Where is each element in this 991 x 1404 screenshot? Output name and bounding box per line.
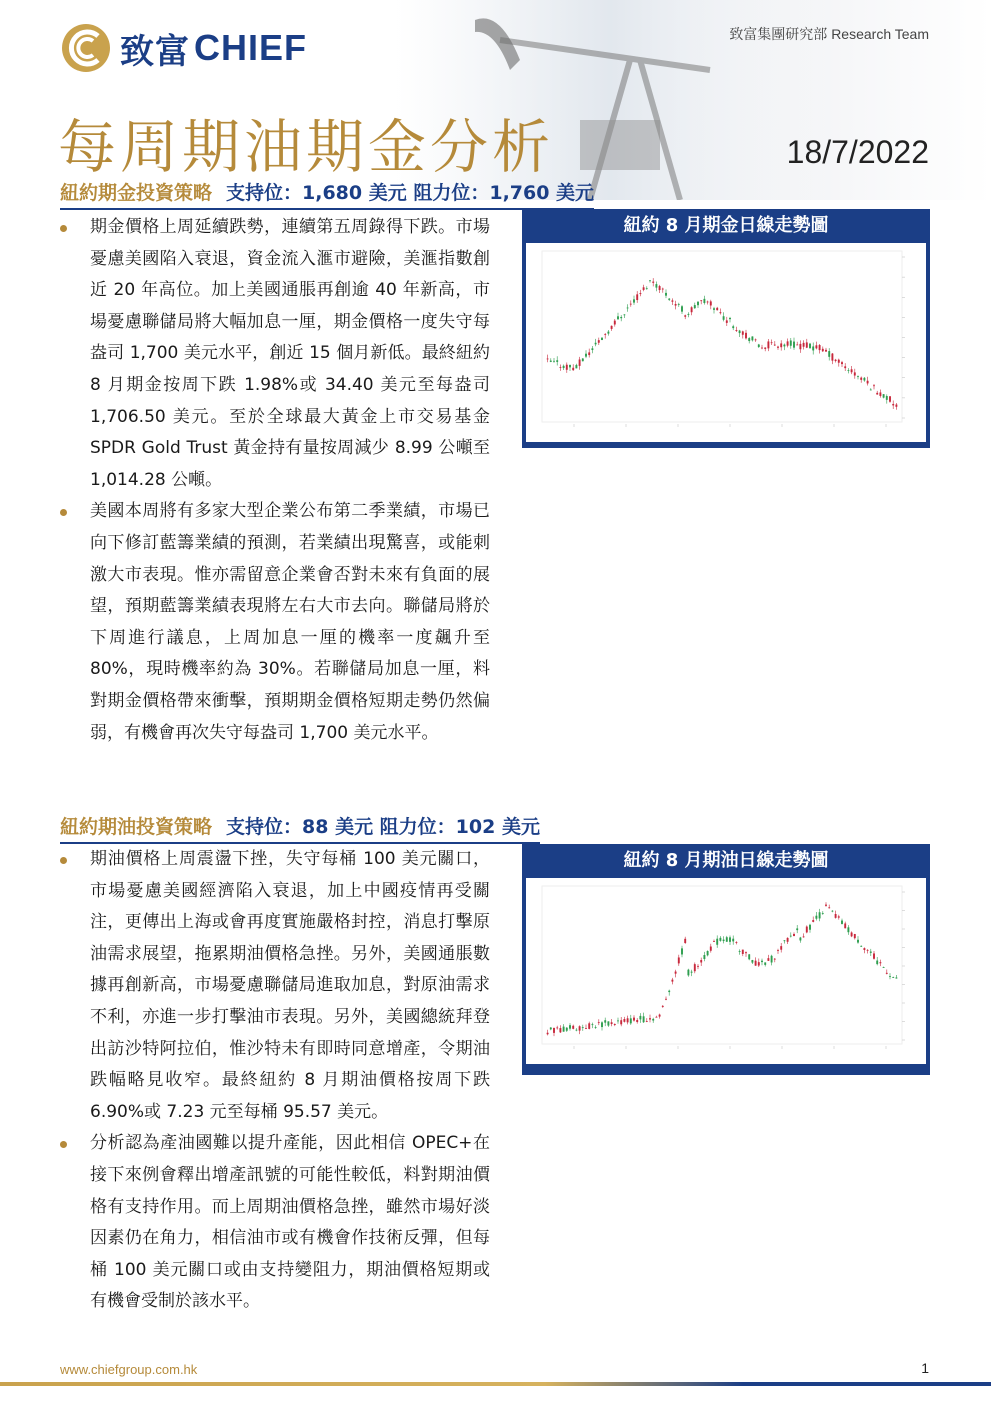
candle-body — [751, 336, 753, 340]
oil-paragraph-2-text: 分析認為產油國難以提升產能，因此相信 OPEC+在接下來例會釋出增產訊號的可能性較低，料對期油價格有支持作用。而上周期油價格急挫，雖然市場好淡因素仍在角力，相信油市或有機會作技術反彈，但每桶 100 美元關口或由支持變阻力，期油價格短期或有機會受制於該水平。 — [90, 1133, 490, 1312]
candle-body — [745, 333, 747, 339]
candle-body — [790, 936, 792, 937]
candle-body — [655, 1017, 657, 1018]
report-date: 18/7/2022 — [786, 134, 929, 170]
candle-body — [639, 293, 641, 294]
candle-body — [569, 365, 571, 367]
candle-body — [630, 1018, 632, 1023]
candle-body — [588, 1023, 590, 1029]
oil-strategy-label: 紐約期油投資策略 — [60, 816, 213, 838]
candle-body — [633, 299, 635, 302]
candle-body — [588, 352, 590, 355]
candle-body — [591, 348, 593, 350]
candle-body — [787, 341, 789, 345]
candle-body — [687, 970, 689, 976]
candle-body — [876, 393, 878, 395]
candle-body — [585, 354, 587, 357]
candle-body — [598, 1022, 600, 1023]
candle-body — [841, 921, 843, 924]
gold-chart-title: 紐約 8 月期金日線走勢圖 — [623, 215, 829, 236]
candle-body — [815, 916, 817, 919]
candle-body — [812, 346, 814, 350]
candle-body — [860, 378, 862, 380]
candle-body — [675, 304, 677, 306]
candle-body — [707, 302, 709, 303]
candle-body — [780, 343, 782, 347]
oil-chart-area — [526, 878, 926, 1064]
candle-body — [847, 927, 849, 932]
candle-body — [614, 321, 616, 325]
candle-body — [742, 331, 744, 334]
candle-body — [835, 914, 837, 918]
candle-body — [636, 1020, 638, 1022]
candle-body — [659, 286, 661, 290]
candle-body — [889, 396, 891, 401]
candle-body — [617, 1020, 619, 1021]
candle-body — [710, 301, 712, 305]
candle-body — [799, 344, 801, 349]
oil-support-resistance: 支持位：88 美元 阻力位：102 美元 — [226, 816, 540, 838]
candle-body — [723, 940, 725, 941]
candle-body — [582, 1027, 584, 1028]
gold-body-text — [60, 212, 490, 749]
candle-body — [559, 1028, 561, 1032]
candle-body — [735, 330, 737, 331]
candle-body — [886, 396, 888, 400]
candle-body — [748, 954, 750, 959]
candle-body — [755, 339, 757, 340]
candle-body — [764, 962, 766, 965]
candle-body — [620, 317, 622, 318]
bullet-icon — [60, 1141, 67, 1148]
candle-body — [716, 308, 718, 310]
candle-body — [790, 340, 792, 345]
candle-body — [771, 342, 773, 343]
chief-logo-icon — [60, 22, 112, 74]
oil-body-text — [60, 844, 490, 1318]
candle-body — [604, 1020, 606, 1022]
candle-body — [895, 977, 897, 978]
candle-body — [879, 392, 881, 395]
candle-body — [809, 925, 811, 930]
candle-body — [691, 307, 693, 312]
candle-body — [547, 1033, 549, 1035]
candle-body — [758, 344, 760, 346]
chart-frame — [542, 251, 902, 422]
candle-body — [547, 359, 549, 360]
oil-chart-panel — [522, 844, 930, 1075]
gold-paragraph-1 — [60, 212, 490, 496]
candle-body — [630, 304, 632, 305]
candle-body — [870, 390, 872, 391]
gold-paragraph-1-text: 期金價格上周延續跌勢，連續第五周錄得下跌。市場憂慮美國陷入衰退，資金流入滙市避險，美滙指數創近 20 年高位。加上美國通脹再創逾 40 年新高，市場憂慮聯儲局將大幅加息一厘，期金價格一度失守每盎司 1,700 美元水平，創近 15 個月新低。最終紐約 8 月期金按周下跌 1.98%或 34.40 美元至每盎司 1,706.50 美元。至於全球最大黃金上市交易基金 SPDR Gold Trust 黃金持有量按周減少 8.99 公噸至 1,014.28 公噸。 — [90, 217, 490, 490]
candle-body — [892, 404, 894, 405]
candle-body — [595, 1027, 597, 1028]
candle-body — [684, 315, 686, 316]
candle-body — [572, 368, 574, 370]
candle-body — [579, 1026, 581, 1030]
candle-body — [748, 338, 750, 341]
candle-body — [726, 320, 728, 323]
candle-body — [681, 948, 683, 954]
candle-body — [719, 312, 721, 313]
candle-body — [601, 338, 603, 340]
candle-body — [739, 951, 741, 952]
candle-body — [771, 956, 773, 963]
candle-body — [716, 939, 718, 945]
candle-body — [617, 316, 619, 319]
footer-website-link[interactable]: www.chiefgroup.com.hk — [60, 1362, 198, 1377]
candle-body — [876, 961, 878, 965]
candle-body — [867, 381, 869, 384]
candle-body — [694, 305, 696, 308]
gold-chart-panel — [522, 209, 930, 448]
candle-body — [665, 999, 667, 1000]
candle-body — [582, 358, 584, 361]
candle-body — [655, 284, 657, 288]
candle-body — [694, 964, 696, 971]
candle-body — [633, 1018, 635, 1021]
candle-body — [892, 977, 894, 978]
candle-body — [867, 950, 869, 951]
candle-body — [777, 950, 779, 951]
candle-body — [825, 905, 827, 906]
candle-body — [844, 923, 846, 928]
candle-body — [649, 280, 651, 281]
candle-body — [646, 1021, 648, 1022]
candle-body — [844, 366, 846, 368]
candle-body — [828, 907, 830, 908]
logo-chinese-text: 致富 — [120, 31, 190, 72]
oil-candlestick-chart — [526, 878, 926, 1064]
candle-body — [755, 961, 757, 966]
candle-body — [623, 314, 625, 315]
candle-body — [793, 934, 795, 936]
candle-body — [803, 936, 805, 937]
candle-body — [627, 1018, 629, 1022]
candle-body — [879, 962, 881, 963]
candle-body — [601, 1022, 603, 1027]
candle-body — [739, 331, 741, 334]
candle-body — [668, 991, 670, 992]
oil-section-heading — [60, 812, 540, 844]
candle-body — [761, 348, 763, 349]
candle-body — [559, 367, 561, 368]
candle-body — [767, 341, 769, 348]
candle-body — [703, 299, 705, 303]
candle-body — [697, 302, 699, 305]
candle-body — [563, 366, 565, 368]
candle-body — [579, 360, 581, 366]
candle-body — [607, 332, 609, 334]
gold-support-resistance: 支持位：1,680 美元 阻力位：1,760 美元 — [226, 182, 595, 204]
candle-body — [883, 967, 885, 968]
candle-body — [799, 938, 801, 941]
gold-paragraph-2 — [60, 496, 490, 749]
research-team-label: 致富集團研究部 Research Team — [729, 26, 929, 42]
candle-body — [659, 1015, 661, 1017]
candle-body — [614, 1024, 616, 1025]
oil-chart-title: 紐約 8 月期油日線走勢圖 — [623, 850, 829, 871]
candle-body — [671, 980, 673, 982]
candle-body — [806, 342, 808, 347]
candle-body — [732, 939, 734, 942]
candle-body — [873, 953, 875, 958]
candle-body — [796, 345, 798, 346]
candle-body — [566, 365, 568, 370]
candle-body — [553, 1028, 555, 1033]
candle-body — [700, 300, 702, 301]
candle-body — [828, 351, 830, 357]
candle-body — [793, 342, 795, 348]
candle-body — [556, 360, 558, 362]
candle-body — [713, 941, 715, 942]
candle-body — [550, 361, 552, 362]
candle-body — [838, 916, 840, 917]
candle-body — [783, 940, 785, 941]
oil-paragraph-1-text: 期油價格上周震盪下挫，失守每桶 100 美元關口，市場憂慮美國經濟陷入衰退，加上中國疫情再受關注，更傳出上海或會再度實施嚴格封控，消息打擊原油需求展望，拖累期油價格急挫。另外，美國通脹數據再創新高，市場憂慮聯儲局進取加息，對原油需求不利，亦進一步打擊油市表現。另外，美國總統拜登出訪沙特阿拉伯，惟沙特未有即時同意增產，令期油跌幅略見收窄。最終紐約 8 月期油價格按周下跌 6.90%或 7.23 元至每桶 95.57 美元。 — [90, 849, 490, 1122]
candle-body — [758, 962, 760, 965]
gold-section-heading — [60, 178, 594, 210]
candle-body — [719, 938, 721, 941]
company-logo — [60, 22, 307, 74]
candle-body — [700, 960, 702, 962]
candle-body — [857, 376, 859, 377]
candle-body — [569, 1025, 571, 1028]
candle-body — [860, 946, 862, 947]
candle-body — [870, 952, 872, 953]
gold-chart-area — [526, 243, 926, 442]
candle-body — [825, 350, 827, 352]
candle-body — [643, 1016, 645, 1022]
logo-english-text: CHIEF — [194, 27, 307, 68]
page-title: 每周期油期金分析 — [58, 113, 555, 181]
candle-body — [822, 913, 824, 914]
candle-body — [883, 394, 885, 398]
candle-body — [806, 927, 808, 933]
footer-divider — [0, 1382, 991, 1386]
candle-body — [774, 345, 776, 346]
candle-body — [745, 952, 747, 953]
candle-body — [761, 961, 763, 962]
candle-body — [604, 334, 606, 335]
candle-body — [595, 343, 597, 345]
candle-body — [796, 928, 798, 930]
candle-body — [713, 308, 715, 310]
candle-body — [607, 1021, 609, 1025]
candle-body — [681, 306, 683, 311]
bullet-icon — [60, 857, 67, 864]
candle-body — [627, 308, 629, 309]
candle-body — [767, 958, 769, 961]
candle-body — [566, 1028, 568, 1031]
candle-body — [723, 316, 725, 320]
candle-body — [553, 361, 555, 362]
candle-body — [841, 362, 843, 364]
candle-body — [729, 937, 731, 941]
candle-body — [831, 911, 833, 912]
candle-body — [646, 288, 648, 289]
candle-body — [684, 939, 686, 943]
candle-body — [652, 1019, 654, 1021]
candle-body — [585, 1028, 587, 1029]
candle-body — [687, 314, 689, 315]
candle-body — [819, 912, 821, 918]
candle-body — [895, 405, 897, 407]
candle-body — [857, 940, 859, 943]
candle-body — [591, 1024, 593, 1025]
gold-strategy-label: 紐約期金投資策略 — [60, 182, 213, 204]
bullet-icon — [60, 509, 67, 516]
candle-body — [575, 365, 577, 368]
candle-body — [649, 1018, 651, 1019]
candle-body — [691, 972, 693, 973]
candle-body — [729, 318, 731, 319]
candle-body — [652, 282, 654, 283]
candle-body — [639, 1016, 641, 1020]
candle-body — [611, 326, 613, 329]
candle-body — [780, 946, 782, 950]
candle-body — [662, 1006, 664, 1007]
candle-body — [783, 345, 785, 347]
candle-body — [819, 345, 821, 350]
candle-body — [611, 1022, 613, 1024]
candle-body — [803, 343, 805, 347]
candle-body — [697, 966, 699, 967]
candle-body — [847, 370, 849, 371]
candle-body — [777, 347, 779, 348]
bullet-icon — [60, 225, 67, 232]
candle-body — [774, 959, 776, 960]
candle-body — [678, 304, 680, 305]
candle-body — [671, 300, 673, 301]
candle-body — [873, 385, 875, 386]
candle-body — [809, 344, 811, 349]
candle-body — [735, 942, 737, 943]
candle-body — [598, 340, 600, 343]
candle-body — [886, 973, 888, 974]
candle-body — [636, 294, 638, 300]
candle-body — [787, 938, 789, 942]
candle-body — [726, 937, 728, 942]
candle-body — [889, 976, 891, 977]
oil-paragraph-2 — [60, 1128, 490, 1318]
candle-body — [815, 345, 817, 348]
candle-body — [707, 951, 709, 955]
candle-body — [662, 289, 664, 290]
candle-body — [563, 1027, 565, 1032]
candle-body — [643, 287, 645, 290]
candle-body — [812, 920, 814, 922]
candle-body — [831, 354, 833, 361]
candle-body — [675, 972, 677, 974]
candle-body — [863, 378, 865, 381]
gold-candlestick-chart — [526, 243, 926, 442]
candle-body — [678, 957, 680, 963]
candle-body — [668, 299, 670, 300]
candle-body — [710, 947, 712, 951]
candle-body — [665, 293, 667, 296]
candle-body — [851, 932, 853, 936]
candle-body — [751, 960, 753, 963]
candle-body — [764, 348, 766, 349]
candle-body — [863, 948, 865, 950]
candle-body — [572, 1026, 574, 1029]
candle-body — [575, 1030, 577, 1031]
candle-body — [620, 1020, 622, 1024]
candle-body — [822, 349, 824, 351]
chart-frame — [542, 886, 902, 1044]
candle-body — [703, 955, 705, 959]
candle-body — [854, 372, 856, 375]
page-number: 1 — [921, 1360, 929, 1376]
candle-body — [732, 326, 734, 328]
candle-body — [851, 369, 853, 372]
candle-body — [556, 1027, 558, 1028]
candle-body — [550, 1027, 552, 1029]
candle-body — [835, 360, 837, 361]
gold-paragraph-2-text: 美國本周將有多家大型企業公布第二季業績，市場已向下修訂藍籌業績的預測，若業績出現驚喜，或能刺激大市表現。惟亦需留意企業會否對未來有負面的展望，預期藍籌業績表現將左右大市去向。聯儲局將於下周進行議息，上周加息一厘的機率一度飆升至 80%，現時機率約為 30%。若聯儲局加息一厘，料對期金價格帶來衝擊，預期期金價格短期走勢仍然偏弱，有機會再次失守每盎司 1,700 美元水平。 — [90, 501, 490, 743]
candle-body — [742, 950, 744, 954]
oil-paragraph-1 — [60, 844, 490, 1128]
candle-body — [854, 934, 856, 938]
candle-body — [623, 1019, 625, 1022]
candle-body — [838, 360, 840, 363]
